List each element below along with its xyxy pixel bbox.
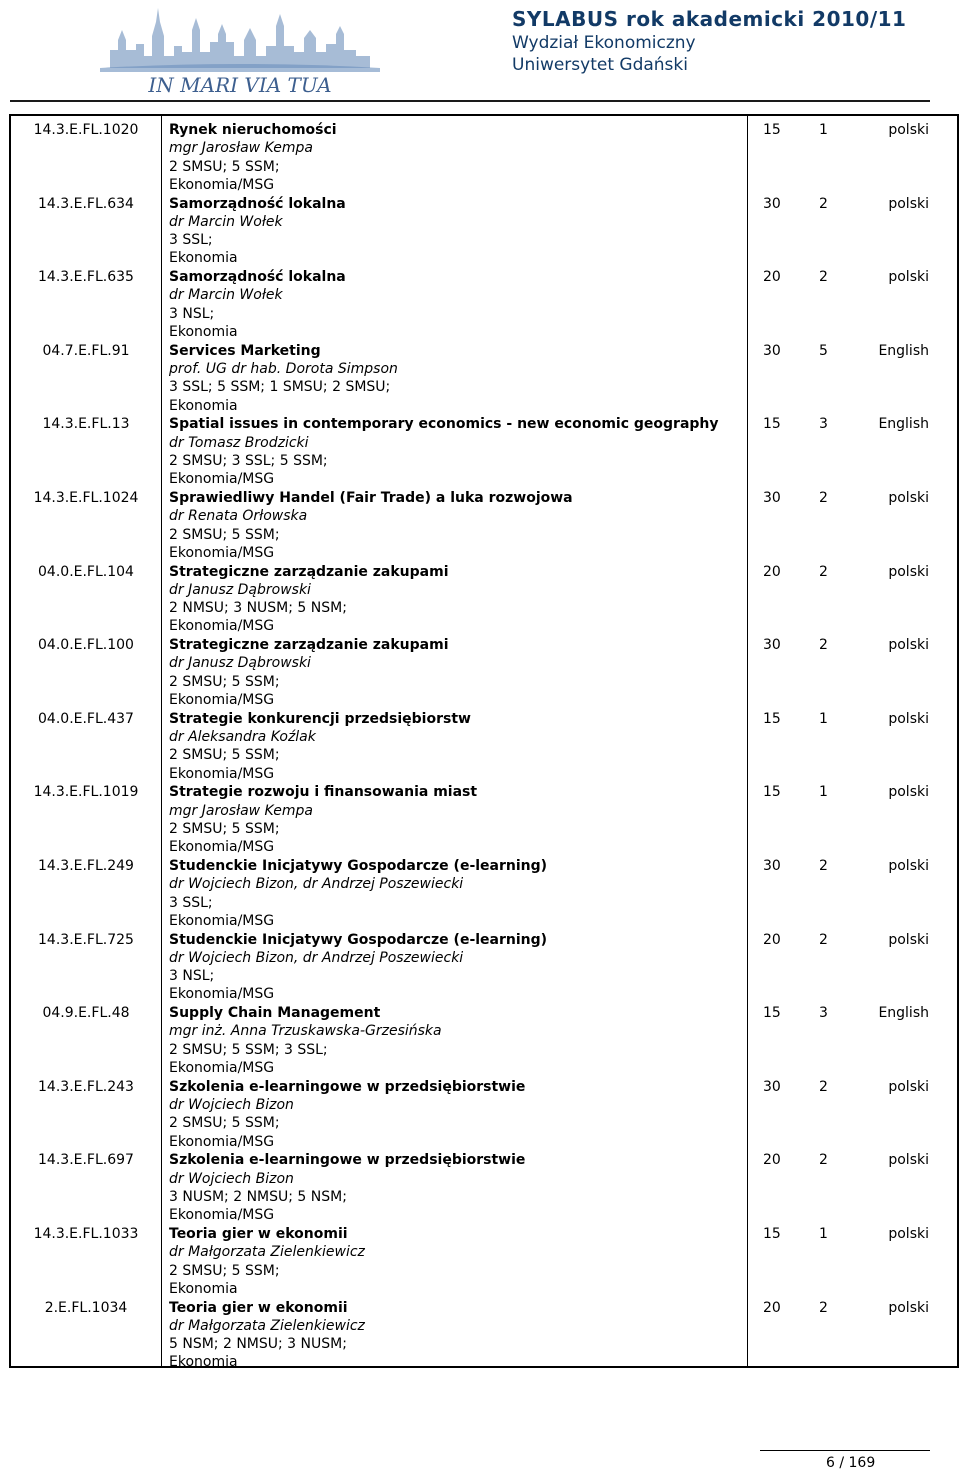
- course-title: Szkolenia e-learningowe w przedsiębiorstwie: [169, 1152, 526, 1169]
- course-title: Teoria gier w ekonomii: [169, 1226, 348, 1242]
- course-ects: 1: [819, 784, 828, 801]
- course-title: Samorządność lokalna: [169, 195, 346, 212]
- header-divider: [10, 100, 930, 102]
- course-lecturer: dr Janusz Dąbrowski: [169, 655, 311, 672]
- course-code: 2.E.FL.1034: [44, 1299, 128, 1316]
- course-field: Ekonomia/MSG: [169, 176, 275, 193]
- course-hours: 30: [763, 858, 781, 874]
- course-description: [169, 268, 769, 341]
- course-lecturer: dr Marcin Wołek: [169, 287, 283, 304]
- course-code: 14.3.E.FL.1033: [33, 1226, 139, 1242]
- course-hours: 20: [763, 931, 781, 948]
- course-language: polski: [888, 490, 929, 506]
- course-language: English: [878, 416, 929, 433]
- course-language: polski: [888, 858, 929, 874]
- course-hours: 20: [763, 1152, 781, 1169]
- course-groups: 2 SMSU; 5 SSM;: [169, 820, 280, 837]
- course-language: polski: [888, 1078, 929, 1095]
- course-lecturer: dr Wojciech Bizon: [169, 1170, 294, 1187]
- course-field: Ekonomia/MSG: [169, 1060, 275, 1077]
- course-ects: 1: [819, 710, 828, 727]
- course-ects: 2: [819, 195, 828, 212]
- course-ects: 2: [819, 490, 828, 506]
- course-lecturer: dr Tomasz Brodzicki: [169, 434, 309, 451]
- course-hours: 15: [763, 1005, 781, 1022]
- course-groups: 2 SMSU; 5 SSM;: [169, 747, 280, 764]
- course-code: 14.3.E.FL.697: [38, 1152, 134, 1169]
- course-hours: 30: [763, 342, 781, 359]
- course-description: [169, 636, 769, 709]
- course-language: English: [878, 342, 929, 359]
- course-code: 14.3.E.FL.635: [38, 269, 134, 286]
- course-hours: 30: [763, 195, 781, 212]
- course-code: 14.3.E.FL.1020: [33, 122, 139, 138]
- course-language: polski: [888, 784, 929, 801]
- course-title: Sprawiedliwy Handel (Fair Trade) a luka rozwojowa: [169, 490, 573, 506]
- course-ects: 2: [819, 637, 828, 654]
- course-language: polski: [888, 637, 929, 654]
- table-row: [11, 1294, 957, 1371]
- course-field: Ekonomia/MSG: [169, 986, 275, 1003]
- course-lecturer: dr Wojciech Bizon, dr Andrzej Poszewiecki: [169, 949, 464, 966]
- course-title: Strategiczne zarządzanie zakupami: [169, 563, 449, 580]
- course-groups: 2 SMSU; 5 SSM; 3 SSL;: [169, 1041, 328, 1058]
- course-field: Ekonomia: [169, 250, 238, 267]
- table-row: [11, 926, 957, 1003]
- course-hours: 20: [763, 563, 781, 580]
- course-description: [169, 121, 769, 194]
- course-description: [169, 1225, 769, 1298]
- course-groups: 2 SMSU; 5 SSM;: [169, 526, 280, 543]
- course-description: [169, 1004, 769, 1077]
- course-field: Ekonomia/MSG: [169, 839, 275, 856]
- course-description: [169, 195, 769, 268]
- table-row: [11, 852, 957, 929]
- gdansk-skyline-logo: [100, 0, 380, 96]
- course-description: [169, 342, 769, 415]
- course-groups: 3 SSL;: [169, 232, 213, 249]
- course-lecturer: dr Janusz Dąbrowski: [169, 581, 311, 598]
- course-ects: 1: [819, 1226, 828, 1242]
- course-lecturer: prof. UG dr hab. Dorota Simpson: [169, 361, 398, 378]
- page-header: [0, 0, 960, 104]
- course-groups: 3 NUSM; 2 NMSU; 5 NSM;: [169, 1188, 347, 1205]
- table-row: [11, 705, 957, 782]
- course-code: 04.0.E.FL.100: [38, 637, 134, 654]
- table-row: [11, 1220, 957, 1297]
- course-title: Strategiczne zarządzanie zakupami: [169, 637, 449, 654]
- course-lecturer: dr Wojciech Bizon, dr Andrzej Poszewiecki: [169, 876, 464, 893]
- course-lecturer: mgr Jarosław Kempa: [169, 802, 313, 819]
- course-code: 14.3.E.FL.249: [38, 858, 134, 874]
- course-ects: 2: [819, 1299, 828, 1316]
- course-description: [169, 857, 769, 930]
- course-title: Rynek nieruchomości: [169, 122, 337, 138]
- course-hours: 15: [763, 784, 781, 801]
- course-hours: 30: [763, 490, 781, 506]
- course-description: [169, 415, 769, 488]
- table-row: [11, 999, 957, 1077]
- university-name: Uniwersytet Gdański: [512, 55, 688, 75]
- course-description: [169, 489, 769, 562]
- course-code: 04.0.E.FL.104: [38, 563, 134, 580]
- table-row: [11, 116, 957, 193]
- course-ects: 3: [819, 416, 828, 433]
- course-language: polski: [888, 710, 929, 727]
- course-lecturer: mgr inż. Anna Trzuskawska-Grzesińska: [169, 1023, 442, 1040]
- course-code: 14.3.E.FL.725: [38, 931, 134, 948]
- course-hours: 30: [763, 1078, 781, 1095]
- course-code: 14.3.E.FL.13: [42, 416, 130, 433]
- faculty-name: Wydział Ekonomiczny: [512, 33, 696, 53]
- course-language: polski: [888, 563, 929, 580]
- course-groups: 3 SSL;: [169, 894, 213, 911]
- course-ects: 2: [819, 1078, 828, 1095]
- table-row: [11, 337, 957, 414]
- course-lecturer: dr Małgorzata Zielenkiewicz: [169, 1317, 365, 1334]
- course-groups: 2 NMSU; 3 NUSM; 5 NSM;: [169, 600, 347, 617]
- course-hours: 15: [763, 710, 781, 727]
- course-field: Ekonomia: [169, 1280, 238, 1297]
- table-row: [11, 558, 957, 635]
- course-title: Spatial issues in contemporary economics - new economic geography: [169, 416, 719, 433]
- course-ects: 2: [819, 563, 828, 580]
- footer-divider: [760, 1450, 930, 1451]
- course-ects: 2: [819, 1152, 828, 1169]
- course-field: Ekonomia/MSG: [169, 1207, 275, 1224]
- course-field: Ekonomia/MSG: [169, 912, 275, 929]
- course-title: Strategie rozwoju i finansowania miast: [169, 784, 478, 801]
- course-description: [169, 563, 769, 636]
- course-language: polski: [888, 195, 929, 212]
- course-field: Ekonomia/MSG: [169, 471, 275, 488]
- course-code: 04.9.E.FL.48: [42, 1005, 130, 1022]
- course-groups: 2 SMSU; 5 SSM;: [169, 1115, 280, 1132]
- course-field: Ekonomia/MSG: [169, 544, 275, 561]
- course-lecturer: dr Wojciech Bizon: [169, 1097, 294, 1114]
- document-title: SYLABUS rok akademicki 2010/11: [512, 7, 907, 31]
- course-description: [169, 1078, 769, 1151]
- course-ects: 5: [819, 342, 828, 359]
- course-language: polski: [888, 269, 929, 286]
- table-row: [11, 263, 957, 341]
- course-groups: 2 SMSU; 5 SSM;: [169, 1262, 280, 1279]
- course-code: 14.3.E.FL.243: [38, 1078, 134, 1095]
- table-row: [11, 1146, 957, 1224]
- course-ects: 2: [819, 931, 828, 948]
- course-title: Studenckie Inicjatywy Gospodarcze (e-learning): [169, 931, 548, 948]
- course-hours: 15: [763, 416, 781, 433]
- course-field: Ekonomia: [169, 397, 238, 414]
- course-title: Teoria gier w ekonomii: [169, 1299, 348, 1316]
- course-title: Services Marketing: [169, 342, 321, 359]
- course-ects: 2: [819, 269, 828, 286]
- course-code: 14.3.E.FL.1024: [33, 490, 139, 506]
- course-groups: 3 NSL;: [169, 305, 215, 322]
- course-code: 04.0.E.FL.437: [38, 710, 134, 727]
- course-language: polski: [888, 1299, 929, 1316]
- course-description: [169, 931, 769, 1004]
- table-row: [11, 190, 957, 267]
- course-field: Ekonomia: [169, 1354, 238, 1371]
- course-title: Strategie konkurencji przedsiębiorstw: [169, 710, 471, 727]
- course-title: Samorządność lokalna: [169, 269, 346, 286]
- logo-motto: IN MARI VIA TUA: [148, 73, 332, 96]
- course-hours: 15: [763, 122, 781, 138]
- course-hours: 15: [763, 1226, 781, 1242]
- course-ects: 2: [819, 858, 828, 874]
- course-language: polski: [888, 1226, 929, 1242]
- course-lecturer: dr Renata Orłowska: [169, 508, 308, 525]
- header-text: [512, 6, 906, 76]
- course-title: Studenckie Inicjatywy Gospodarcze (e-learning): [169, 858, 548, 874]
- course-title: Szkolenia e-learningowe w przedsiębiorstwie: [169, 1078, 526, 1095]
- course-groups: 2 SMSU; 3 SSL; 5 SSM;: [169, 452, 328, 469]
- course-field: Ekonomia/MSG: [169, 618, 275, 635]
- course-language: polski: [888, 931, 929, 948]
- course-description: [169, 1151, 769, 1224]
- course-groups: 3 SSL; 5 SSM; 1 SMSU; 2 SMSU;: [169, 379, 391, 396]
- course-language: polski: [888, 1152, 929, 1169]
- course-lecturer: dr Małgorzata Zielenkiewicz: [169, 1244, 365, 1261]
- courses-table: [9, 114, 959, 1371]
- course-hours: 30: [763, 637, 781, 654]
- course-lecturer: mgr Jarosław Kempa: [169, 140, 313, 157]
- course-groups: 3 NSL;: [169, 968, 215, 985]
- course-field: Ekonomia/MSG: [169, 1133, 275, 1150]
- course-groups: 2 SMSU; 5 SSM;: [169, 673, 280, 690]
- course-groups: 5 NSM; 2 NMSU; 3 NUSM;: [169, 1336, 347, 1353]
- course-code: 14.3.E.FL.1019: [33, 784, 139, 801]
- course-title: Supply Chain Management: [169, 1005, 381, 1022]
- course-field: Ekonomia: [169, 324, 238, 341]
- course-description: [169, 783, 769, 856]
- course-description: [169, 1299, 769, 1372]
- table-row: [11, 484, 957, 561]
- course-field: Ekonomia/MSG: [169, 692, 275, 709]
- table-row: [11, 778, 957, 856]
- course-hours: 20: [763, 269, 781, 286]
- course-code: 04.7.E.FL.91: [42, 342, 130, 359]
- course-description: [169, 710, 769, 783]
- course-ects: 1: [819, 122, 828, 138]
- course-groups: 2 SMSU; 5 SSM;: [169, 158, 280, 175]
- table-row: [11, 410, 957, 488]
- course-language: English: [878, 1005, 929, 1022]
- table-row: [11, 631, 957, 709]
- table-row: [11, 1073, 957, 1150]
- course-lecturer: dr Marcin Wołek: [169, 213, 283, 230]
- course-hours: 20: [763, 1299, 781, 1316]
- course-language: polski: [888, 122, 929, 138]
- course-ects: 3: [819, 1005, 828, 1022]
- course-lecturer: dr Aleksandra Koźlak: [169, 729, 316, 746]
- course-field: Ekonomia/MSG: [169, 765, 275, 782]
- page-number: 6 / 169: [826, 1455, 876, 1471]
- course-code: 14.3.E.FL.634: [38, 195, 134, 212]
